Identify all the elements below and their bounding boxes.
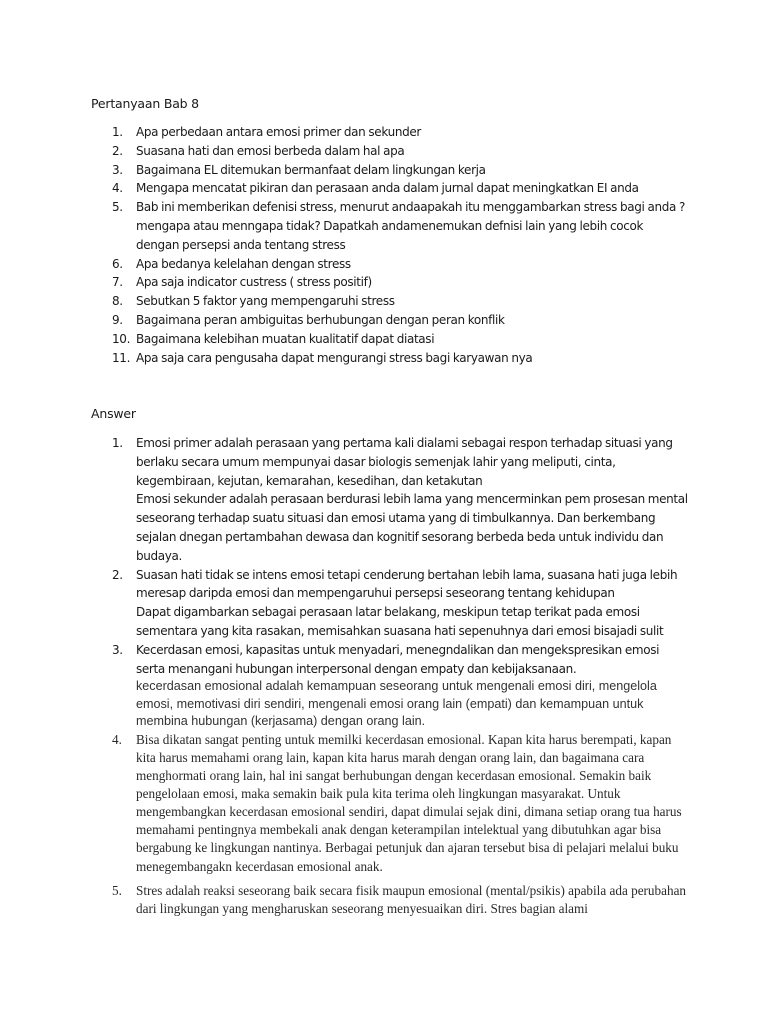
answer-paragraph: Dapat digambarkan sebagai perasaan latar belakang, meskipun tetap terikat pada emosi sementara yang kita rasakan, memisahkan suasana hati sepenuhnya dari emosi bisajadi sulit: [136, 605, 664, 638]
answer-number: 4.: [112, 731, 122, 747]
answer-item: [0, 882, 768, 918]
question-text: Apa saja cara pengusaha dapat mengurangi stress bagi karyawan nya: [136, 350, 533, 365]
answer-item: [0, 641, 768, 731]
question-text: Apa saja indicator custress ( stress positif): [136, 275, 372, 290]
question-number: 6.: [112, 256, 123, 271]
question-item: [0, 311, 768, 330]
question-number: 9.: [112, 312, 123, 327]
question-text: Bagaimana peran ambiguitas berhubungan dengan peran konflik: [136, 312, 505, 327]
question-number: 10.: [112, 331, 131, 346]
question-number: 8.: [112, 294, 123, 309]
question-item: [0, 349, 768, 368]
answer-paragraph: Suasan hati tidak se intens emosi tetapi cenderung bertahan lebih lama, suasana hati juga lebih meresap daripda emosi dan mempengaruhui persepsi seseorang tentang kehidupan: [136, 567, 678, 601]
questions-heading: Pertanyaan Bab 8: [91, 96, 199, 111]
question-item: [0, 123, 768, 142]
question-item: [0, 255, 768, 274]
answer-paragraph: Emosi primer adalah perasaan yang pertama kali dialami sebagai respon terhadap situasi yang berlaku secara umum mempunyai dasar biologis semenjak lahir yang meliputi, cinta, kegembiraan, kejutan, kemarahan, kesedihan, dan ketakutan: [136, 436, 673, 488]
question-text: Mengapa mencatat pikiran dan perasaan anda dalam jurnal dapat meningkatkan EI anda: [136, 181, 639, 196]
question-number: 5.: [112, 200, 123, 215]
question-item: [0, 292, 768, 311]
answer-item: [0, 731, 768, 876]
answers-heading: Answer: [91, 406, 136, 421]
question-text: Bagaimana EL ditemukan bermanfaat delam lingkungan kerja: [136, 162, 486, 177]
question-item: [0, 142, 768, 161]
question-number: 4.: [112, 181, 123, 196]
question-item: [0, 273, 768, 292]
question-text: Apa perbedaan antara emosi primer dan sekunder: [136, 125, 421, 139]
answer-paragraph: Kecerdasan emosi, kapasitas untuk menyadari, menegndalikan dan mengekspresikan emosi serta menangani hubungan interpersonal dengan empaty dan kebijaksanaan.: [136, 642, 660, 676]
answers-list: [0, 434, 768, 918]
answer-item: [0, 566, 768, 641]
answer-number: 1.: [112, 436, 123, 450]
question-number: 7.: [112, 275, 123, 290]
questions-list: [0, 123, 768, 367]
question-number: 2.: [112, 143, 123, 158]
answer-paragraph: kecerdasan emosional adalah kemampuan seseorang untuk mengenali emosi diri, mengelola emosi, memotivasi diri sendiri, mengenali emosi orang lain (empati) dan kemampuan untuk membina hubungan (kerjasama) dengan orang lain.: [136, 679, 657, 729]
question-text: Suasana hati dan emosi berbeda dalam hal apa: [136, 143, 405, 158]
question-text: Sebutkan 5 faktor yang mempengaruhi stress: [136, 294, 395, 309]
answer-number: 2.: [112, 567, 123, 582]
question-item: [0, 198, 768, 254]
answer-number: 5.: [112, 882, 122, 898]
question-number: 11.: [112, 350, 131, 365]
question-item: [0, 161, 768, 180]
answer-paragraph: Emosi sekunder adalah perasaan berdurasi lebih lama yang mencerminkan pem prosesan mental seseorang terhadap suatu situasi dan emosi utama yang di timbulkannya. Dan berkembang sejalan dnegan pertambahan dewasa dan kognitif sesorang berbeda beda untuk individu dan budaya.: [136, 492, 688, 563]
question-number: 3.: [112, 162, 123, 177]
answer-paragraph: Bisa dikatan sangat penting untuk memilki kecerdasan emosional. Kapan kita harus berempati, kapan kita harus memahami orang lain, kapan kita harus marah dengan orang lain, dan bagaimana cara menghormati orang lain, hal ini sangat berhubungan dengan kecerdasan emosional. Semakin baik pengelolaan emosi, maka semakin baik pula kita terima oleh lingkungan masyarakat. Untuk mengembangkan kecerdasan emosional sendiri, dapat dimulai sejak dini, dimana setiap orang tua harus memahami pentingnya membekali anak dengan keterampilan intelektual yang dibutuhkan agar bisa bergabung ke lingkungan nantinya. Berbagai petunjuk dan ajaran tersebut bisa di pelajari melalui buku menegembangakn kecerdasan emosional anak.: [136, 731, 682, 874]
question-text: Bab ini memberikan defenisi stress, menurut andaapakah itu menggambarkan stress bagi anda ? mengapa atau menngapa tidak? Dapatkah andamenemukan defnisi lain yang lebih cocok dengan persepsi anda tentang stress: [136, 200, 686, 252]
question-item: [0, 330, 768, 349]
answer-number: 3.: [112, 642, 123, 657]
question-text: Bagaimana kelebihan muatan kualitatif dapat diatasi: [136, 331, 435, 346]
answer-paragraph: Stres adalah reaksi seseorang baik secara fisik maupun emosional (mental/psikis) apabila ada perubahan dari lingkungan yang mengharuskan seseorang menyesuaikan diri. Stres bagian alami: [136, 882, 687, 916]
question-item: [0, 179, 768, 198]
question-number: 1.: [112, 125, 123, 139]
answer-item: [0, 434, 768, 566]
question-text: Apa bedanya kelelahan dengan stress: [136, 256, 351, 271]
